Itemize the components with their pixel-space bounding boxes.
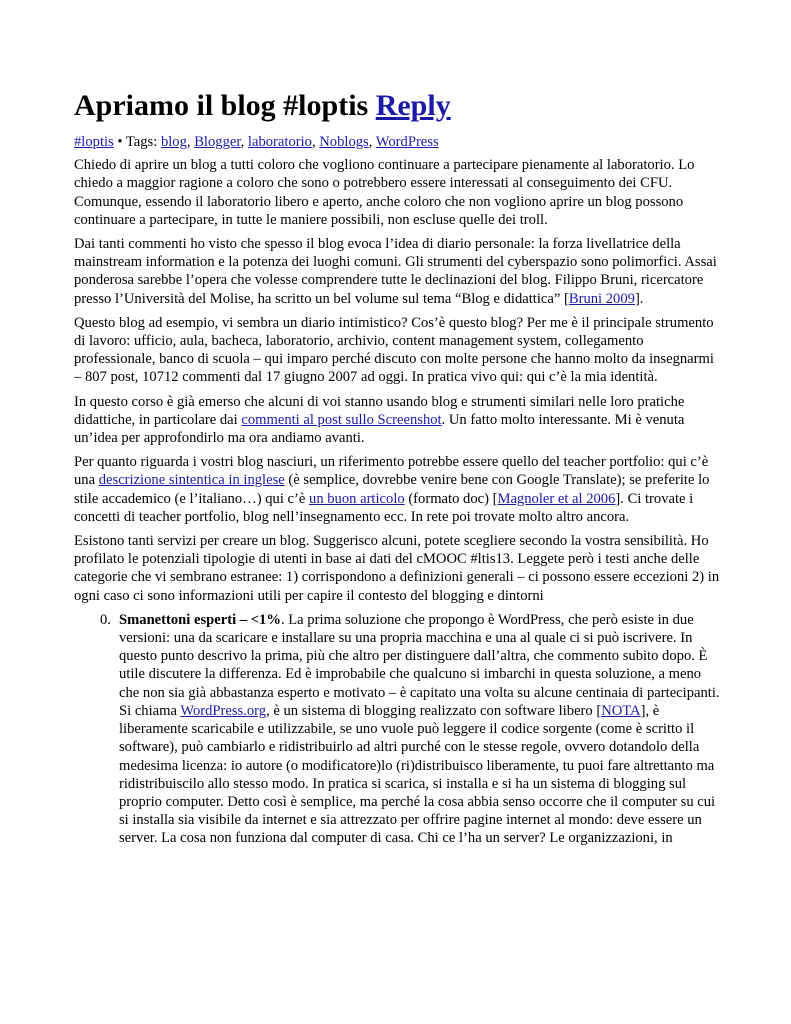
tag-link-blog[interactable]: blog [160,134,187,150]
text-run: . Un fatto molto interessante. Mi è venuta un’idea per approfondirlo ma ora andiamo avanti. [74,411,685,447]
text-run: In questo corso è già emerso che alcuni di voi stanno usando blog e strumenti similari nelle loro pratiche didattiche, in particolare dai [74,393,685,428]
tag-separator: , [186,134,195,150]
link-magnoler-et-al-2006[interactable]: Magnoler et al 2006 [497,490,616,507]
tags-label: • Tags: [113,134,161,150]
text-run: (formato doc) [ [404,490,498,507]
reply-link[interactable]: Reply [375,89,451,122]
tag-separator: , [240,134,248,150]
text-run: ]. [634,290,644,307]
text-run: , è un sistema di blogging realizzato con software libero [ [266,702,602,719]
list-number: 0. [100,611,111,628]
link-un-buon-articolo[interactable]: un buon articolo [309,490,405,507]
page-title [74,84,722,128]
link-commenti-al-post-sullo-screenshot[interactable]: commenti al post sullo Screenshot [241,411,442,428]
text-run: Per quanto riguarda i vostri blog nasciuri, un riferimento potrebbe essere quello del teacher portfolio: qui c’è una [74,454,709,489]
text-run: Esistono tanti servizi per creare un blog. Suggerisco alcuni, potete scegliere secondo la vostra sensibilità. Ho profilato le potenziali tipologie di utenti in base ai dati del cMOOC #ltis13. Leggete però i testi anche delle categorie che vi sembrano estranee: 1) corrispondono a definizioni generali – ci possono essere eccezioni 2) in ogni caso ci sono informazioni utili per capire il contesto del blogging e dintorni [74,533,720,604]
text-run: (è semplice, dovrebbe venire bene con Google Translate); se preferite lo stile accademico (e l’italiano…) qui c’è [74,472,710,507]
article [74,84,722,848]
link-wordpress-org[interactable]: WordPress.org [180,702,267,719]
paragraph [74,393,722,448]
tag-link-noblogs[interactable]: Noblogs [319,134,369,150]
text-run: Chiedo di aprire un blog a tutti coloro che vogliono continuare a partecipare pienamente al laboratorio. Lo chiedo a maggior ragione a coloro che sono o potrebbero essere interessati al conseguimento dei CFU. Comunque, essendo il laboratorio libero e aperto, anche coloro che non vogliono aprire un blog possono continuare a partecipare, in tutte le maniere possibili, non escluse quelle dei troll. [74,157,695,228]
text-run: Questo blog ad esempio, vi sembra un diario intimistico? Cos’è questo blog? Per me è il principale strumento di lavoro: ufficio, aula, bacheca, laboratorio, archivio, content management system, collegamento professionale, banco di scuola – qui imparo perché discuto con molte persone che hanno molto da insegnarmi – 807 post, 10712 commenti dal 17 giugno 2007 ad oggi. In pratica vivo qui: qui c’è la mia identità. [74,314,714,386]
article-body [74,156,722,605]
paragraph [74,314,722,387]
tag-link-blogger[interactable]: Blogger [194,134,241,150]
text-run: ], è liberamente scaricabile e utilizzabile, se uno vuole può leggere il codice sorgente (come è scritto il software), può cambiarlo e ridistribuirlo ad altri purché con le stesse regole, ovvero dotandolo della medesima licenza: io autore (o modificatore)lo (ri)distribuisco liberamente, tu puoi fare altrettanto ma ridistribuiscilo allo stesso modo. In pratica si scarica, si installa e si ha un sistema di blogging sul proprio computer. Detto così è semplice, ma perché la cosa abbia senso occorre che il computer su cui si installa sia visibile da internet e sia attrezzato per offrire pagine internet al mondo: deve essere un server. La cosa non funziona dal computer di casa. Chi ce l’ha un server? Le organizzazioni, in [119,702,716,847]
tag-link-laboratorio[interactable]: laboratorio [247,134,312,150]
link-bruni-2009[interactable]: Bruni 2009 [568,290,635,307]
paragraph [74,453,722,526]
list-item [100,611,722,848]
tag-separator: , [311,134,320,150]
paragraph [74,235,722,308]
text-run: . La prima soluzione che propongo è WordPress, che però esiste in due versioni: una da scaricare e installare su una propria macchina e una al quale ci si può iscrivere. In questo punto descrivo la prima, più che altro per distinguere dall’altra, che commento subito dopo. È utile discutere la differenza. Ed è improbabile che qualcuno si imbarchi in questa soluzione, a meno che non sia già abbastanza esperto e motivato – è capitato una volta su alcune centinaia di partecipanti. Si chiama [119,611,720,719]
text-run: Dai tanti commenti ho visto che spesso il blog evoca l’idea di diario personale: la forza livellatrice della mainstream information e la potenza dei luoghi comuni. Gli strumenti del cyberspazio sono polimorfici. Assai ponderosa sarebbe l’opera che volesse comprendere tutte le declinazioni del blog. Filippo Bruni, ricercatore presso l’Università del Molise, ha scritto un bel volume sul tema “Blog e didattica” [ [74,236,717,307]
category-link[interactable]: #loptis [74,134,114,150]
paragraph [74,156,722,229]
title-text: Apriamo il blog #loptis [74,89,369,122]
tag-link-wordpress[interactable]: WordPress [375,134,439,150]
tag-separator: , [368,134,376,150]
text-run: ]. Ci trovate i concetti di teacher portfolio, blog nell’insegnamento ecc. In rete poi trovate molto altro ancora. [74,490,694,525]
bold-text: Smanettoni esperti – <1% [119,611,281,628]
numbered-list [74,611,722,848]
link-nota[interactable]: NOTA [601,702,641,719]
link-descrizione-sintentica-in-inglese[interactable]: descrizione sintentica in inglese [98,472,285,489]
tag-line [74,133,722,151]
tag-list [161,134,439,150]
paragraph [74,532,722,605]
